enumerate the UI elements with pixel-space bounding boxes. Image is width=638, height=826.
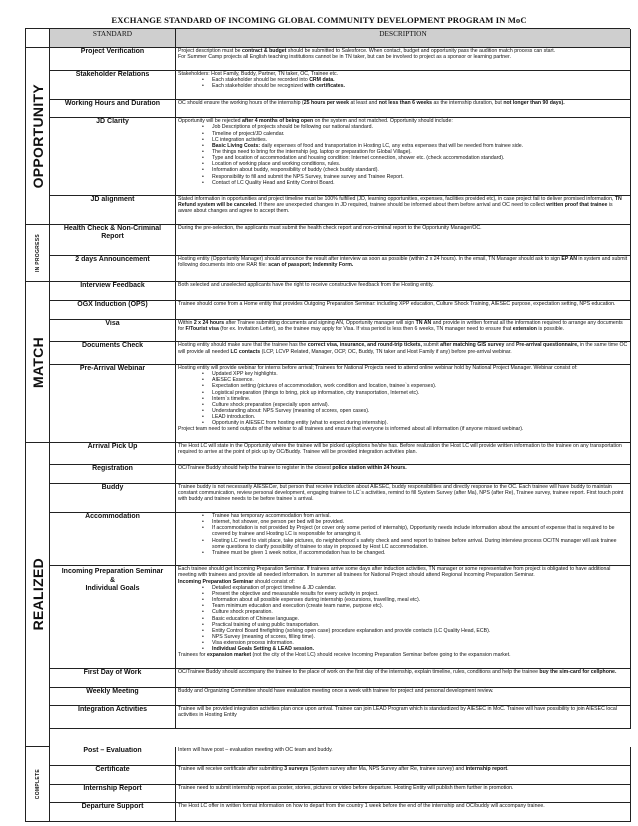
list-item: • Hosting LC need to visit place, take pictures, do neighborhood`s safety check and send report to trainee before arrival. During interview process OC/TN manager will ask trainee some questions to clarify possibility of trainee to stay in proposed by Host LC accommodation. bbox=[212, 538, 628, 550]
description-integration-activities: Trainee will be provided integration activities plan once upon arrival. Trainee can join LEAD Program which is standardized by AIESEC in MoC. Trainee will have possibility to join AIESEC local activities in Hosting Entity bbox=[176, 706, 631, 729]
list-item: • Internet, hot shower, one person per bed will be provided. bbox=[212, 519, 628, 525]
description-incoming-preparation-seminar: Each trainee should get Incoming Preparation Seminar. If trainees arrive some days after induction activities, TN manager or some representative from project is obligated to have additional meeting with trainees and provide all needed information. In summer all trainees for National Project should attend Regional Incoming Preparation Seminar. Incoming Preparation Seminar should consist of: • Detailed explanation of project timeline & JD calendar. • Present the objective and measurable results for every activity in project. • Information about all possible expenses during internship (excursions, travelling, meal etc). • Team minimum education and execution (create team name, purpose etc). • Culture shock preparation. • Basic education of Chinese language. • Practical training of using public transportation. • Entity Control Board firefighting (solving open case) procedure explanation and provide contacts (LC Quality Head, ECB). • NPS Survey (meaning of scores, filling time). • Visa extension process information. • Individual Goals Setting & LEAD session. Trainees for expansion market (not the city of the Host LC) should receive Incoming Preparation Seminar before going to the expansion market. bbox=[176, 566, 631, 669]
description-ogx-induction: Trainee should come from a Home entity that provides Outgoing Preparation Seminar: including XPP education, Culture Shock Training, AIESEC purpose, expectation setting, NPS education. bbox=[176, 301, 631, 320]
standard-departure-support: Departure Support bbox=[50, 803, 176, 822]
description-internship-report: Trainee need to submit internship report as poster, stories, pictures or video before departure. Hosting Entity will publish them further in promotion. bbox=[176, 785, 631, 804]
list-item: • If accommodation is not provided by Project (or cover only some period of internship), Opportunity needs include information about the amount of expense that is required to be covered by trainee and Hosting LC is responsible for arranging it. bbox=[212, 525, 628, 537]
list-item: • LEAD introduction. bbox=[212, 414, 628, 420]
description-departure-support: The Host LC offer in written format information on how to depart from the country 1 week before the end of the internship and OC/buddy will accompany trainee. bbox=[176, 803, 631, 822]
list-item: • Logistical preparation (things to bring, pick up information, city transportation, Internet etc). bbox=[212, 390, 628, 396]
standard-registration: Registration bbox=[50, 465, 176, 484]
list-item: • Culture shock preparation (especially upon arrival). bbox=[212, 402, 628, 408]
list-item: • The things need to bring for the internship (eg. laptop or preparation for Global Village). bbox=[212, 149, 628, 155]
description-arrival-pick-up: The Host LC will state in the Opportunity where the trainee will be picked up/options he/she has. Before realization the Host LC will provide written information to the trainee on any transportation required to arrive at the point of pick up by OC/Buddy. Trainee will be provided integration activities plan. bbox=[176, 443, 631, 466]
description-health-check: During the pre-selection, the applicants must submit the health check report and non-criminal report to the Opportunity Manager/OC. bbox=[176, 225, 631, 256]
list-item: • Visa extension process information. bbox=[212, 640, 628, 646]
description-certificate: Trainee will receive certificate after submitting 3 surveys (System survey after Ma, NPS Survey after Re, trainee survey) and internship report. bbox=[176, 766, 631, 785]
description-visa: Within 2 x 24 hours after Trainee submitting documents and signing AN, Opportunity manager will sign TN AN and provide in written format all the information required to arrange any documents for F/Tourist visa (for ex. Invitation Letter), so the trainee may apply for Visa. If visa period is less then 6 weeks, TN manager need to ensure that extension is possible. bbox=[176, 320, 631, 343]
standards-table bbox=[25, 28, 630, 822]
standard-documents-check: Documents Check bbox=[50, 342, 176, 365]
standard-jd-clarity: JD Clarity bbox=[50, 118, 176, 196]
description-post-evaluation: Intern will have post – evaluation meeting with OC team and buddy. bbox=[176, 747, 631, 766]
list-item: • Trainee must be given 1 week notice, if accommodation has to be changed. bbox=[212, 550, 628, 556]
standard-buddy: Buddy bbox=[50, 484, 176, 513]
standard-interview-feedback: Interview Feedback bbox=[50, 282, 176, 301]
header-standard: STANDARD bbox=[50, 29, 176, 48]
list-item: • Type and location of accommodation and housing condition: Internet connection, shower etc. (check accommodation standard). bbox=[212, 155, 628, 161]
standard-stakeholder-relations: Stakeholder Relations bbox=[50, 71, 176, 100]
list-item: • Timeline of project/JD calendar. bbox=[212, 131, 628, 137]
description-buddy: Trainee buddy is not necessarily AIESECer, but person that receive induction about AIESEC, buddy responsibilities and directly response to the OC. Each trainee will have buddy to maintain constant communication, review personal development, engaging trainee to LC`s activities, remind to fill System Survey (after Ma), NPS (after Re), Trainee survey, trainee report. First touch point with buddy and trainee needs to be before trainee`s arrival. bbox=[176, 484, 631, 513]
phase-match: MATCH bbox=[26, 282, 50, 442]
description-jd-clarity: Opportunity will be rejected after 4 months of being open on the system and not matched. Opportunity should include: • Job Descriptions of projects should be following our national standard. • Timeline of project/JD calendar. • LC integration activities. • Basic Living Costs: daily expenses of food and transportation in Hosting LC, any extra expenses that will be needed from trainee side. • The things need to bring for the internship (eg. laptop or preparation for Global Village). • Type and location of accommodation and housing condition: Internet connection, shower etc. (check accommodation standard). • Location of working place and working conditions, rules. • Information about buddy, responsibility of buddy (check buddy standard). • Responsibility to fill and submit the NPS Survey, trainee survey and Trainee Report. • Contact of LC Quality Head and Entity Control Board. bbox=[176, 118, 631, 196]
description-stakeholder-relations: Stakeholders: Host Family, Buddy, Partner, TN taker, OC, Trainee etc. • Each stakeholder should be recorded into CRM data. • Each stakeholder should be recognized with certificates. bbox=[176, 71, 631, 100]
standard-pre-arrival-webinar: Pre-Arrival Webinar bbox=[50, 365, 176, 443]
description-accommodation bbox=[176, 513, 631, 566]
list-item: • Trainee has temporary accommodation from arrival. bbox=[212, 513, 628, 519]
standard-internship-report: Internship Report bbox=[50, 785, 176, 804]
standard-project-verification: Project Verification bbox=[50, 48, 176, 71]
description-interview-feedback: Both selected and unselected applicants have the right to receive constructive feedback from the Hosting entity. bbox=[176, 282, 631, 301]
list-item: • Intern`s timeline. bbox=[212, 396, 628, 402]
standard-first-day-of-work: First Day of Work bbox=[50, 669, 176, 688]
list-item: • LC integration activities. bbox=[212, 137, 628, 143]
standard-ogx-induction: OGX Induction (OPS) bbox=[50, 301, 176, 320]
phase-in-progress: IN PROGRESS bbox=[26, 225, 50, 283]
description-first-day-of-work: OC/Trainee Buddy should accompany the trainee to the place of work on the first day of the internship, explain timeline, rules, conditions and help the trainee buy the sim-card for cellphone. bbox=[176, 669, 631, 688]
list-item: • Culture shock preparation. bbox=[212, 609, 628, 615]
standard-accommodation: Accommodation bbox=[50, 513, 176, 566]
list-item: • Location of working place and working conditions, rules. bbox=[212, 161, 628, 167]
list-item: • Basic Living Costs: daily expenses of food and transportation in Hosting LC, any extra expenses that will be needed from trainee side. bbox=[212, 143, 628, 149]
list-item: • Contact of LC Quality Head and Entity Control Board. bbox=[212, 180, 628, 186]
standard-integration-activities: Integration Activities bbox=[50, 706, 176, 729]
list-item: • Updated XPP key highlights. bbox=[212, 371, 628, 377]
standard-two-days-announcement: 2 days Announcement bbox=[50, 256, 176, 283]
list-item: • Opportunity in AIESEC from hosting entity (what to expect during internship). bbox=[212, 420, 628, 426]
phase-complete: COMPLETE bbox=[26, 747, 50, 822]
list-item: • Job Descriptions of projects should be following our national standard. bbox=[212, 124, 628, 130]
list-item: • Practical training of using public transportation. bbox=[212, 622, 628, 628]
list-item: • Information about buddy, responsibility of buddy (check buddy standard). bbox=[212, 167, 628, 173]
list-item: • Team minimum education and execution (create team name, purpose etc). bbox=[212, 603, 628, 609]
standard-working-hours: Working Hours and Duration bbox=[50, 100, 176, 119]
list-item: • AIESEC Essence. bbox=[212, 377, 628, 383]
list-item: • Responsibility to fill and submit the NPS Survey, trainee survey and Trainee Report. bbox=[212, 174, 628, 180]
standard-health-check: Health Check & Non-Criminal Report bbox=[50, 225, 176, 256]
description-documents-check: Hosting entity should make sure that the trainee has the correct visa, insurance, and round-trip tickets, submit after matching GIS survey and Pre-arrival questionnaire, in the same time OC will provide all needed LC contacts (LCP, LCVP Related, Manager, OCP, OC, Buddy, TN taker and Host Family if any) before pre-arrival webinar. bbox=[176, 342, 631, 365]
list-item: • Information about all possible expenses during internship (excursions, travelling, meal etc). bbox=[212, 597, 628, 603]
standard-certificate: Certificate bbox=[50, 766, 176, 785]
description-jd-alignment: Stated information in opportunities and project timeline must be 100% fulfilled (JD, learning opportunities, expenses, facilities provided etc), in case project fail to deliver promised information, TN Refund system will be canceled. If there are unexpected changes in JD required, trainee should be informed about them before arrival and OC need to collect written proof that trainee is aware about changes and agree to accept them. bbox=[176, 196, 631, 225]
standard-arrival-pick-up: Arrival Pick Up bbox=[50, 443, 176, 466]
description-pre-arrival-webinar: Hosting entity will provide webinar for interns before arrival; Trainees for National Projects need to attend online webinar hold by National Project Manager. Webinar consist of: • Updated XPP key highlights. • AIESEC Essence. • Expectation setting (pictures of accommodation, work condition and location, trainee`s expenses). • Logistical preparation (things to bring, pick up information, city transportation, Internet etc). • Intern`s timeline. • Culture shock preparation (especially upon arrival). • Understanding about: NPS Survey (meaning of scores, open cases). • LEAD introduction. • Opportunity in AIESEC from hosting entity (what to expect during internship). Project team need to send outputs of the webinar to all trainees and ensure that everyone is informed about all information (if anyone missed webinar). bbox=[176, 365, 631, 443]
list-item: • Entity Control Board firefighting (solving open case) procedure explanation and provide contacts (LC Quality Head, ECB). bbox=[212, 628, 628, 634]
list-item: • Understanding about: NPS Survey (meaning of scores, open cases). bbox=[212, 408, 628, 414]
standard-jd-alignment: JD alignment bbox=[50, 196, 176, 225]
list-item: • NPS Survey (meaning of scores, filling time). bbox=[212, 634, 628, 640]
list-item: • Expectation setting (pictures of accommodation, work condition and location, trainee`s expenses). bbox=[212, 383, 628, 389]
header-description: DESCRIPTION bbox=[176, 29, 631, 48]
page-title: EXCHANGE STANDARD OF INCOMING GLOBAL COMMUNITY DEVELOPMENT PROGRAM IN MoC bbox=[111, 15, 527, 25]
list-item: • Present the objective and measurable results for every activity in project. bbox=[212, 591, 628, 597]
phase-realized: REALIZED bbox=[26, 443, 50, 747]
list-item: • Each stakeholder should be recorded into CRM data. bbox=[212, 77, 628, 83]
description-working-hours: OC should ensure the working hours of the internship (25 hours per week at least and not less than 6 weeks as the internship duration, but not longer than 90 days). bbox=[176, 100, 631, 119]
standard-post-evaluation: Post – Evaluation bbox=[50, 747, 176, 766]
description-two-days-announcement: Hosting entity (Opportunity Manager) should announce the result after interview as soon as possible (within 2 x 24 hours). In the email, TN Manager should ask to sign EP AN in system and submit following documents into one RAR file: scan of passport; Indemnity Form. bbox=[176, 256, 631, 283]
list-item: • Individual Goals Setting & LEAD session. bbox=[212, 646, 628, 652]
phase-opportunity: OPPORTUNITY bbox=[26, 48, 50, 225]
header-phase-blank bbox=[26, 29, 50, 48]
description-registration: OC/Trainee Buddy should help the trainee to register in the closest police station within 24 hours. bbox=[176, 465, 631, 484]
list-item: • Basic education of Chinese language. bbox=[212, 616, 628, 622]
list-item: • Detailed explanation of project timeline & JD calendar. bbox=[212, 585, 628, 591]
description-project-verification: Project description must be contract & budget should be submitted to Salesforce. When contact, budget and opportunity pass the audition match process can start. For Summer Camp projects all English teaching institutions cannot be in TN taker, but can be involved to project as a sponsor or learning partner. bbox=[176, 48, 631, 71]
standard-weekly-meeting: Weekly Meeting bbox=[50, 688, 176, 707]
description-weekly-meeting: Buddy and Organizing Committee should have evaluation meeting once a week with trainee for project and personal development review. bbox=[176, 688, 631, 707]
list-item: • Each stakeholder should be recognized with certificates. bbox=[212, 83, 628, 89]
standard-incoming-preparation-seminar: Incoming Preparation Seminar & Individual Goals bbox=[50, 566, 176, 669]
standard-visa: Visa bbox=[50, 320, 176, 343]
